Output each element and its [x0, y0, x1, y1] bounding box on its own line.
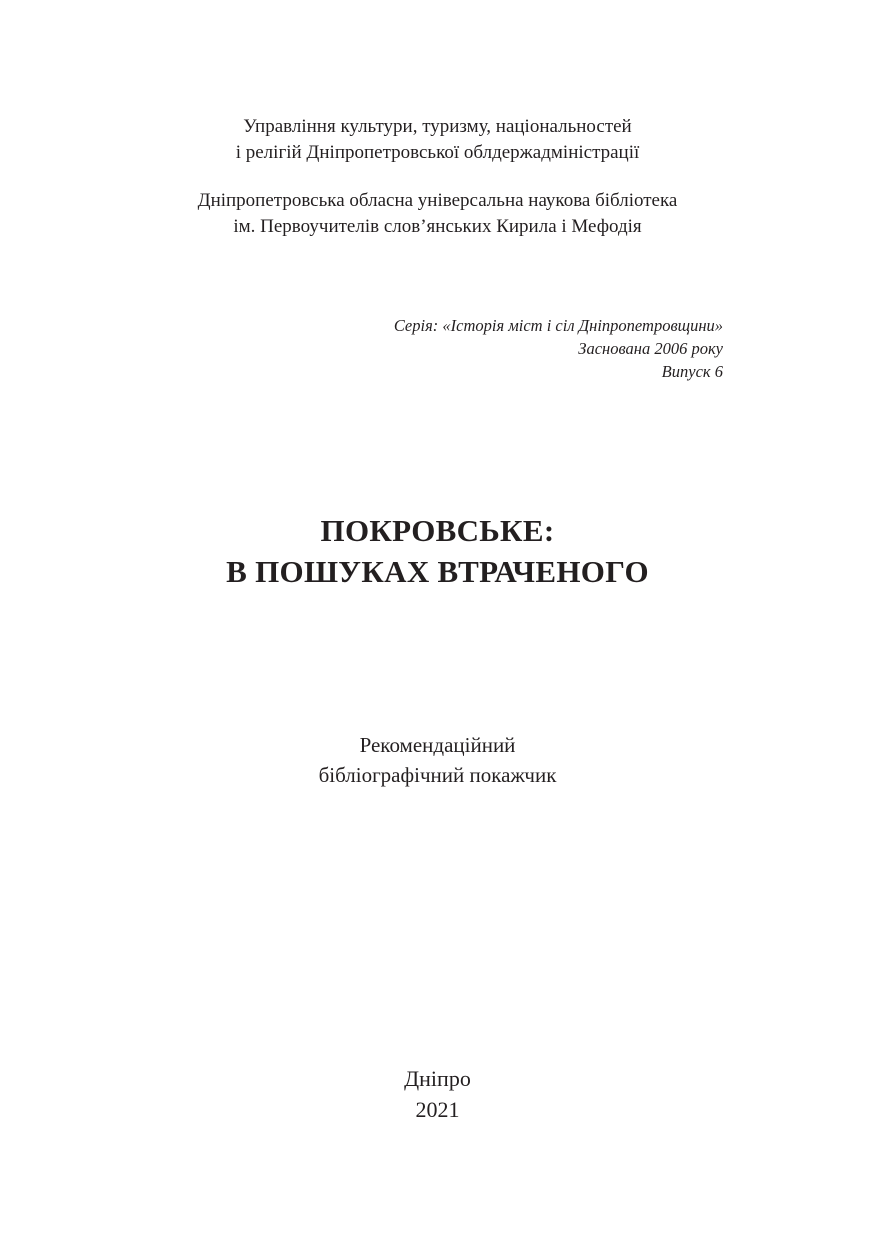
imprint — [0, 1063, 875, 1125]
book-title — [0, 510, 875, 592]
series-issue: Випуск 6 — [661, 362, 723, 381]
book-subtitle-line: Рекомендаційний — [359, 733, 516, 757]
series-name: Серія: «Історія міст і сіл Дніпропетровщини» — [393, 316, 723, 335]
imprint-year: 2021 — [415, 1097, 460, 1122]
series-founded: Заснована 2006 року — [578, 339, 723, 358]
series-info — [394, 314, 723, 383]
library-heading — [0, 188, 875, 240]
imprint-city: Дніпро — [404, 1066, 471, 1091]
department-line: і релігій Дніпропетровської облдержадміністрації — [235, 142, 640, 163]
department-heading — [0, 114, 875, 166]
book-subtitle — [0, 730, 875, 790]
book-subtitle-line: бібліографічний покажчик — [318, 763, 557, 787]
library-line: ім. Первоучителів слов’янських Кирила і Мефодія — [233, 216, 642, 237]
department-line: Управління культури, туризму, національностей — [243, 116, 632, 137]
book-title-line: В ПОШУКАХ ВТРАЧЕНОГО — [226, 554, 649, 589]
book-title-line: ПОКРОВСЬКЕ: — [320, 513, 555, 548]
library-line: Дніпропетровська обласна універсальна наукова бібліотека — [197, 190, 678, 211]
